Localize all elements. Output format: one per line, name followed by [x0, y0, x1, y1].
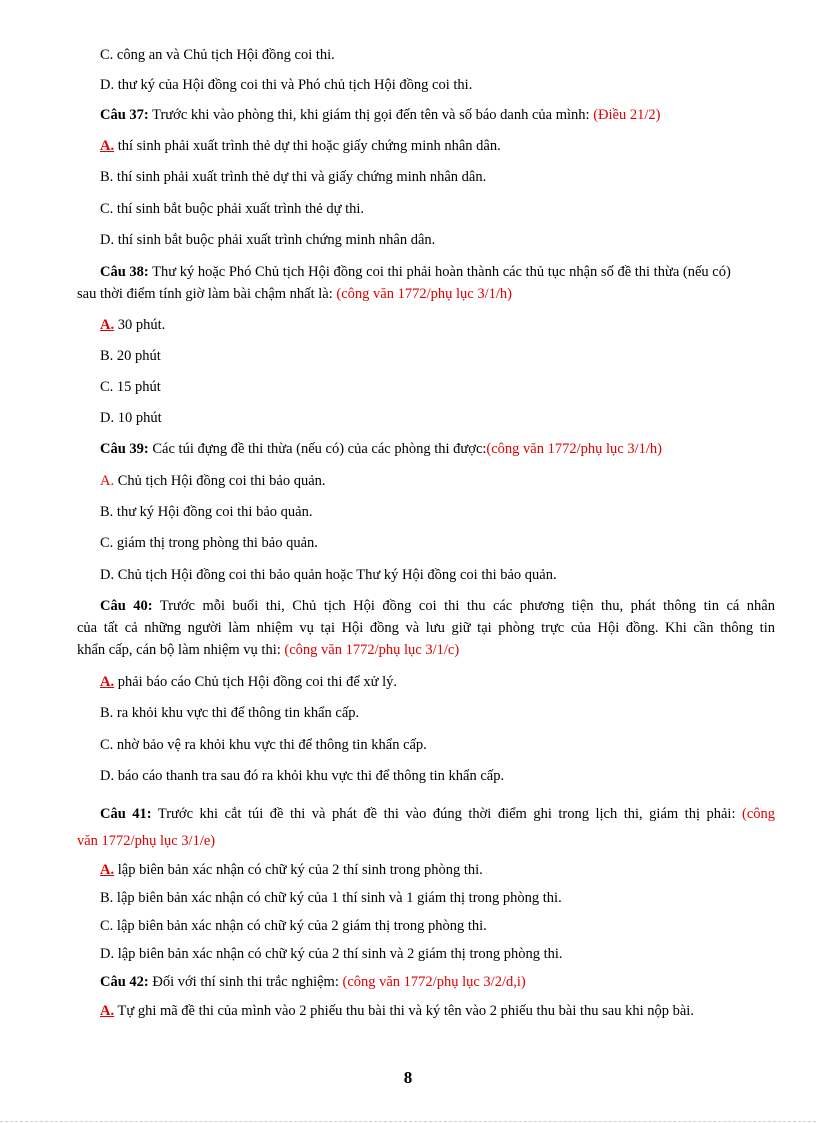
q39-label: Câu 39:	[100, 441, 149, 457]
q41-text-1: Trước khi cắt túi đề thi và phát đề thi vào đúng thời điểm ghi trong lịch thi, giám thị phải:	[151, 806, 742, 822]
q38-option-d: D. 10 phút	[100, 410, 162, 426]
q40-option-c: C. nhờ bảo vệ ra khỏi khu vực thi để thông tin khẩn cấp.	[100, 737, 427, 753]
q38-stem-line2	[77, 285, 512, 303]
q40-option-a-text: phải báo cáo Chủ tịch Hội đồng coi thi để xử lý.	[114, 674, 398, 690]
q39-option-b: B. thư ký Hội đồng coi thi bảo quản.	[100, 504, 313, 520]
q38-label: Câu 38:	[100, 264, 149, 280]
q41-option-a	[100, 861, 483, 879]
q38-reference: (công văn 1772/phụ lục 3/1/h)	[336, 286, 512, 302]
q37-option-d: D. thí sinh bắt buộc phải xuất trình chứng minh nhân dân.	[100, 232, 436, 248]
q42-option-a-text: Tự ghi mã đề thi của mình vào 2 phiếu thu bài thi và ký tên vào 2 phiếu thu bài thu sau khi nộp bài.	[114, 1003, 694, 1019]
q39-text: Các túi đựng đề thi thừa (nếu có) của các phòng thi được:	[148, 441, 487, 457]
q37-reference: (Điều 21/2)	[593, 107, 661, 123]
page-bottom-divider	[0, 1121, 816, 1122]
q40-option-a	[100, 673, 397, 691]
q40-text-1: Trước mỗi buổi thi, Chủ tịch Hội đồng coi thi thu các phương tiện thu, phát thông tin cá nhân	[152, 598, 775, 614]
q40-reference: (công văn 1772/phụ lục 3/1/c)	[284, 642, 460, 658]
q37-option-a	[100, 137, 501, 155]
q39-option-d: D. Chủ tịch Hội đồng coi thi bảo quản hoặc Thư ký Hội đồng coi thi bảo quản.	[100, 567, 557, 583]
q38-text-1: Thư ký hoặc Phó Chủ tịch Hội đồng coi thi phải hoàn thành các thủ tục nhận số đề thi thừa (nếu có)	[148, 264, 731, 280]
q40-text-3: khẩn cấp, cán bộ làm nhiệm vụ thi:	[77, 642, 285, 658]
q37-option-a-text: thí sinh phải xuất trình thẻ dự thi hoặc giấy chứng minh nhân dân.	[114, 138, 501, 154]
q39-answer-key: A.	[100, 473, 115, 489]
q41-option-c: C. lập biên bản xác nhận có chữ ký của 2 giám thị trong phòng thi.	[100, 918, 487, 934]
q39-option-a-text: Chủ tịch Hội đồng coi thi bảo quản.	[114, 473, 326, 489]
q41-reference-2: văn 1772/phụ lục 3/1/e)	[77, 833, 216, 849]
q42-stem	[100, 973, 526, 991]
q41-option-a-text: lập biên bản xác nhận có chữ ký của 2 thí sinh trong phòng thi.	[114, 862, 483, 878]
q37-stem	[100, 106, 660, 124]
q41-stem-line2	[77, 832, 215, 850]
q37-option-c: C. thí sinh bắt buộc phải xuất trình thẻ dự thi.	[100, 201, 364, 217]
page-number: 8	[403, 1068, 413, 1087]
q42-text: Đối với thí sinh thi trắc nghiệm:	[148, 974, 343, 990]
q37-option-b: B. thí sinh phải xuất trình thẻ dự thi và giấy chứng minh nhân dân.	[100, 169, 487, 185]
q42-label: Câu 42:	[100, 974, 149, 990]
q42-answer-key: A.	[100, 1003, 115, 1019]
q38-answer-key: A.	[100, 317, 115, 333]
q36-option-d: D. thư ký của Hội đồng coi thi và Phó chủ tịch Hội đồng coi thi.	[100, 77, 473, 93]
q41-option-d: D. lập biên bản xác nhận có chữ ký của 2 thí sinh và 2 giám thị trong phòng thi.	[100, 946, 563, 962]
q38-option-a	[100, 316, 165, 334]
q37-text: Trước khi vào phòng thi, khi giám thị gọi đến tên và số báo danh của mình:	[148, 107, 594, 123]
q42-option-a	[100, 1002, 694, 1020]
q40-option-b: B. ra khỏi khu vực thi để thông tin khẩn cấp.	[100, 705, 360, 721]
q41-reference-1: (công	[741, 806, 775, 822]
q39-stem	[100, 440, 662, 458]
q40-label: Câu 40:	[100, 598, 153, 614]
q39-option-a	[100, 472, 326, 490]
q40-stem-line1	[100, 597, 775, 615]
q38-option-b: B. 20 phút	[100, 348, 161, 364]
q40-stem-line3	[77, 641, 459, 659]
q40-answer-key: A.	[100, 674, 115, 690]
q41-option-b: B. lập biên bản xác nhận có chữ ký của 1 thí sinh và 1 giám thị trong phòng thi.	[100, 890, 562, 906]
q37-label: Câu 37:	[100, 107, 149, 123]
q38-text-2: sau thời điểm tính giờ làm bài chậm nhất là:	[77, 286, 337, 302]
q41-answer-key: A.	[100, 862, 115, 878]
q39-option-c: C. giám thị trong phòng thi bảo quản.	[100, 535, 318, 551]
q37-answer-key: A.	[100, 138, 115, 154]
q38-stem-line1	[100, 263, 731, 281]
q36-option-c: C. công an và Chủ tịch Hội đồng coi thi.	[100, 47, 335, 63]
q39-reference: (công văn 1772/phụ lục 3/1/h)	[486, 441, 662, 457]
q38-option-a-text: 30 phút.	[114, 317, 166, 333]
q38-option-c: C. 15 phút	[100, 379, 161, 395]
q41-label: Câu 41:	[100, 806, 152, 822]
q40-option-d: D. báo cáo thanh tra sau đó ra khỏi khu vực thi để thông tin khẩn cấp.	[100, 768, 505, 784]
q42-reference: (công văn 1772/phụ lục 3/2/d,i)	[342, 974, 526, 990]
q40-stem-line2: của tất cả những người làm nhiệm vụ tại Hội đồng và lưu giữ tại phòng trực của Hội đồng. Khi cần thông tin	[77, 620, 775, 636]
q41-stem-line1	[100, 805, 775, 823]
